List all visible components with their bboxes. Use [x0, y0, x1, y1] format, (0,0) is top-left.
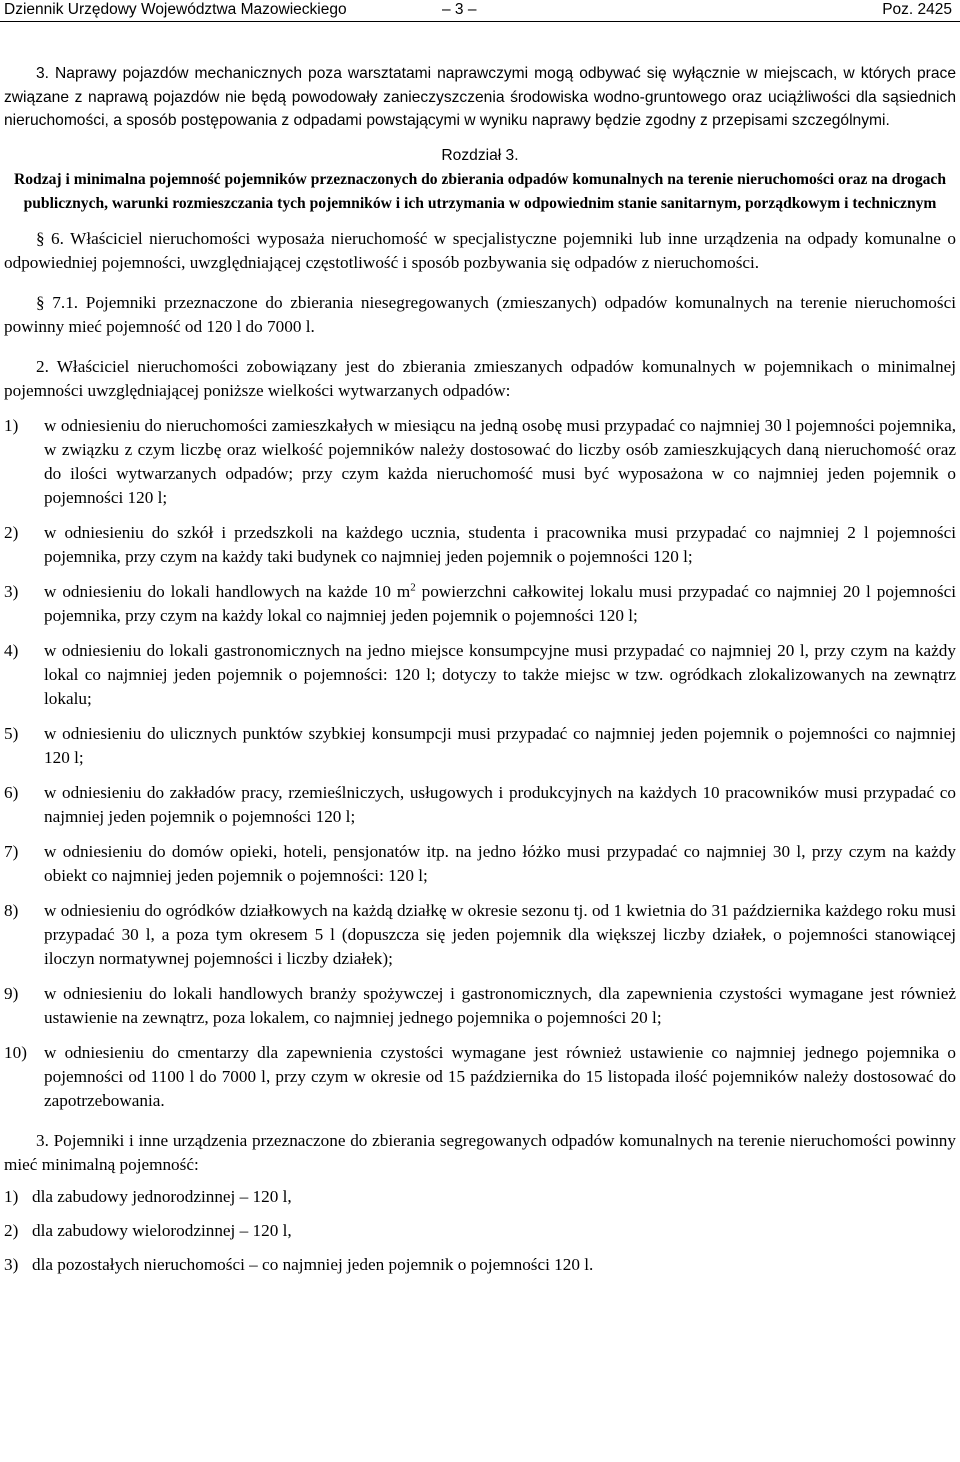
list-item-number: 6) [4, 782, 19, 802]
section-7-1: § 7.1. Pojemniki przeznaczone do zbierania niesegregowanych (zmieszanych) odpadów komunalnych na terenie nieruchomości powinny mieć pojemność od 120 l do 7000 l. [4, 292, 956, 336]
capacity-list [4, 414, 956, 1113]
list-item-number: 5) [4, 723, 19, 743]
page-header [0, 0, 960, 22]
list-item-number: 4) [4, 640, 19, 660]
list-item [4, 899, 956, 971]
section-6: § 6. Właściciel nieruchomości wyposaża nieruchomość w specjalistyczne pojemniki lub inne urządzenia na odpady komunalne o odpowiedniej pojemności, uwzględniającej częstotliwość i sposób pozbywania się odpadów z nieruchomości. [4, 228, 956, 272]
list-item [4, 1219, 956, 1243]
list-item [4, 781, 956, 829]
list-item-text [44, 582, 956, 625]
journal-title: Dziennik Urzędowy Województwa Mazowieckiego [4, 1, 347, 18]
list-item-number: 9) [4, 983, 19, 1003]
list-item-text: dla pozostałych nieruchomości – co najmniej jeden pojemnik o pojemności 120 l. [32, 1254, 594, 1274]
section-7-2-intro: 2. Właściciel nieruchomości zobowiązany jest do zbierania zmieszanych odpadów komunalnych w pojemnikach o minimalnej pojemności uwzględniającej poniższe wielkości wytwarzanych odpadów: [4, 356, 956, 400]
list-item-text: w odniesieniu do ulicznych punktów szybkiej konsumpcji musi przypadać co najmniej jeden pojemnik o pojemności co najmniej 120 l; [44, 723, 956, 767]
list-item [4, 1041, 956, 1113]
list-item-text: dla zabudowy jednorodzinnej – 120 l, [32, 1186, 292, 1206]
page-number: – 3 – [442, 1, 477, 18]
list-item-number: 7) [4, 841, 19, 861]
header-divider [0, 21, 960, 22]
list-item [4, 639, 956, 711]
chapter-label: Rozdział 3. [441, 147, 519, 165]
superscript: 2 [410, 581, 416, 594]
list-item-number: 8) [4, 900, 19, 920]
list-item-text: w odniesieniu do lokali gastronomicznych na jedno miejsce konsumpcyjne musi przypadać co najmniej 20 l, przy czym na każdy lokal co najmniej jeden pojemnik o pojemności: 120 l; dotyczy to także miejsc w tzw. ogródkach zlokalizowanych na zewnątrz lokalu; [44, 640, 956, 708]
list-item-number: 2) [4, 1220, 19, 1240]
list-item-text: w odniesieniu do zakładów pracy, rzemieślniczych, usługowych i produkcyjnych na każdych 10 pracowników musi przypadać co najmniej jeden pojemnik o pojemności 120 l; [44, 782, 956, 826]
list-item-number: 10) [4, 1042, 27, 1062]
chapter-title: Rodzaj i minimalna pojemność pojemników przeznaczonych do zbierania odpadów komunalnych na terenie nieruchomości oraz na drogach publicznych, warunki rozmieszczania tych pojemników i ich utrzymania w odpowiednim stanie sanitarnym, porządkowym i technicznym [13, 170, 947, 212]
list-item [4, 1185, 956, 1209]
section-7-3-intro: 3. Pojemniki i inne urządzenia przeznaczone do zbierania segregowanych odpadów komunalnych na terenie nieruchomości powinny mieć minimalną pojemność: [4, 1130, 956, 1174]
list-item [4, 840, 956, 888]
document-body [4, 62, 956, 1277]
list-item-text-part: powierzchni całkowitej lokalu musi przypadać co najmniej 20 l pojemności pojemnika, przy czym na każdy lokal co najmniej jeden pojemnik o pojemności 120 l; [44, 581, 956, 625]
position-number: Poz. 2425 [882, 1, 952, 18]
list-item [4, 580, 956, 628]
list-item-text: w odniesieniu do szkół i przedszkoli na każdego ucznia, studenta i pracownika musi przypadać co najmniej 2 l pojemności pojemnika, przy czym na każdy taki budynek co najmniej jeden pojemnik o pojemności 120 l; [44, 522, 956, 566]
list-item-number: 3) [4, 1254, 19, 1274]
list-item [4, 982, 956, 1030]
list-item-text: w odniesieniu do ogródków działkowych na każdą działkę w okresie sezonu tj. od 1 kwietnia do 31 października każdego roku musi przypadać 30 l, a poza tym okresem 5 l (dopuszcza się jeden pojemnik dla większej liczby działek, o pojemności stanowiącej iloczyn normatywnej pojemności i liczby działek); [44, 900, 956, 968]
list-item-text: w odniesieniu do nieruchomości zamieszkałych w miesiącu na jedną osobę musi przypadać co najmniej 30 l pojemności pojemnika, w związku z czym liczbę oraz wielkość pojemników należy dostosować do liczby osób zamieszkujących daną nieruchomość oraz do ilości wytwarzanych odpadów; przy czym każda nieruchomość musi być wyposażona w co najmniej jeden pojemnik o pojemności 120 l; [44, 415, 956, 507]
list-item [4, 521, 956, 569]
list-item-text-part: w odniesieniu do lokali handlowych na każde 10 m [44, 581, 411, 601]
list-item [4, 414, 956, 510]
list-item [4, 722, 956, 770]
list-item-number: 2) [4, 522, 19, 542]
list-item-text: dla zabudowy wielorodzinnej – 120 l, [32, 1220, 292, 1240]
list-item-number: 3) [4, 581, 19, 601]
minimum-capacity-list [4, 1185, 956, 1277]
list-item-text: w odniesieniu do cmentarzy dla zapewnienia czystości wymagane jest również ustawienie co najmniej jednego pojemnika o pojemności od 1100 l do 7000 l, przy czym w okresie od 15 października do 15 listopada ilość pojemników należy dostosować do zapotrzebowania. [44, 1042, 956, 1110]
list-item [4, 1253, 956, 1277]
list-item-number: 1) [4, 415, 19, 435]
paragraph-repair: 3. Naprawy pojazdów mechanicznych poza warsztatami naprawczymi mogą odbywać się wyłącznie w miejscach, w których prace związane z naprawą pojazdów nie będą powodowały zanieczyszczenia środowiska wodno-gruntowego oraz uciążliwości dla sąsiednich nieruchomości, a sposób postępowania z odpadami powstającymi w wyniku naprawy będzie zgodny z przepisami szczególnymi. [4, 65, 956, 130]
list-item-text: w odniesieniu do domów opieki, hoteli, pensjonatów itp. na jedno łóżko musi przypadać co najmniej 30 l, przy czym na każdy obiekt co najmniej jeden pojemnik o pojemności: 120 l; [44, 841, 956, 885]
list-item-text: w odniesieniu do lokali handlowych branży spożywczej i gastronomicznych, dla zapewnienia czystości wymagane jest również ustawienie na zewnątrz, poza lokalem, co najmniej jednego pojemnika o pojemności 20 l; [44, 983, 956, 1027]
list-item-number: 1) [4, 1186, 19, 1206]
